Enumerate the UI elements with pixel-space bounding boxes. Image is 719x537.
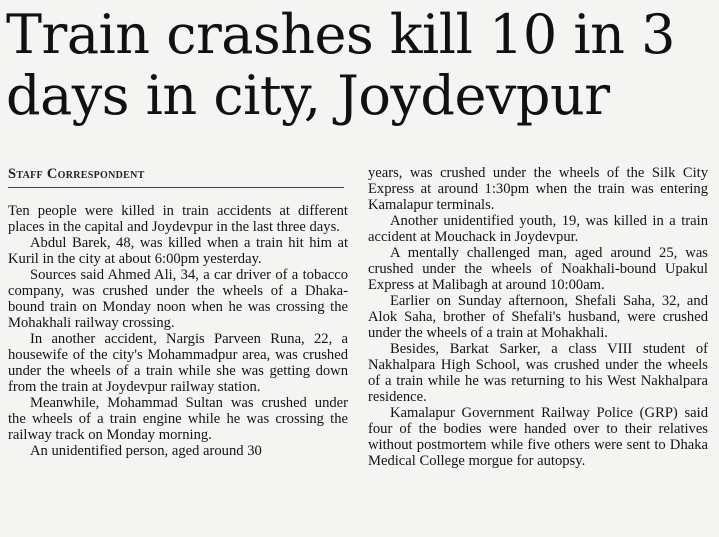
article-column-left — [8, 203, 348, 459]
paragraph: years, was crushed under the wheels of the Silk City Express at around 1:30pm when the train was entering Kamalapur terminals. — [368, 165, 708, 213]
paragraph: In another accident, Nargis Parveen Runa, 22, a housewife of the city's Mohammadpur area, was crushed under the wheels of a train while she was getting down from the train at Joydevpur railway station. — [8, 331, 348, 395]
byline-rule — [8, 187, 344, 188]
paragraph: Kamalapur Government Railway Police (GRP) said four of the bodies were handed over to their relatives without postmortem while five others were sent to Dhaka Medical College morgue for autopsy. — [368, 405, 708, 469]
paragraph: Meanwhile, Mohammad Sultan was crushed under the wheels of a train engine while he was crossing the railway track on Monday morning. — [8, 395, 348, 443]
paragraph: Ten people were killed in train accidents at different places in the capital and Joydevpur in the last three days. — [8, 203, 348, 235]
paragraph: Sources said Ahmed Ali, 34, a car driver of a tobacco company, was crushed under the wheels of a Dhaka-bound train on Monday noon when he was crossing the Mohakhali railway crossing. — [8, 267, 348, 331]
paragraph: A mentally challenged man, aged around 25, was crushed under the wheels of Noakhali-bound Upakul Express at Malibagh at around 10:00am. — [368, 245, 708, 293]
byline: Staff Correspondent — [8, 166, 145, 182]
paragraph: Earlier on Sunday afternoon, Shefali Saha, 32, and Alok Saha, brother of Shefali's husband, were crushed under the wheels of a train at Mohakhali. — [368, 293, 708, 341]
paragraph: Another unidentified youth, 19, was killed in a train accident at Mouchack in Joydevpur. — [368, 213, 708, 245]
paragraph: Abdul Barek, 48, was killed when a train hit him at Kuril in the city at about 6:00pm yesterday. — [8, 235, 348, 267]
paragraph: Besides, Barkat Sarker, a class VIII student of Nakhalpara High School, was crushed under the wheels of a train while he was returning to his West Nakhalpara residence. — [368, 341, 708, 405]
headline: Train crashes kill 10 in 3 days in city, Joydevpur — [6, 3, 675, 127]
paragraph: An unidentified person, aged around 30 — [30, 443, 262, 459]
article-column-right — [368, 165, 708, 469]
